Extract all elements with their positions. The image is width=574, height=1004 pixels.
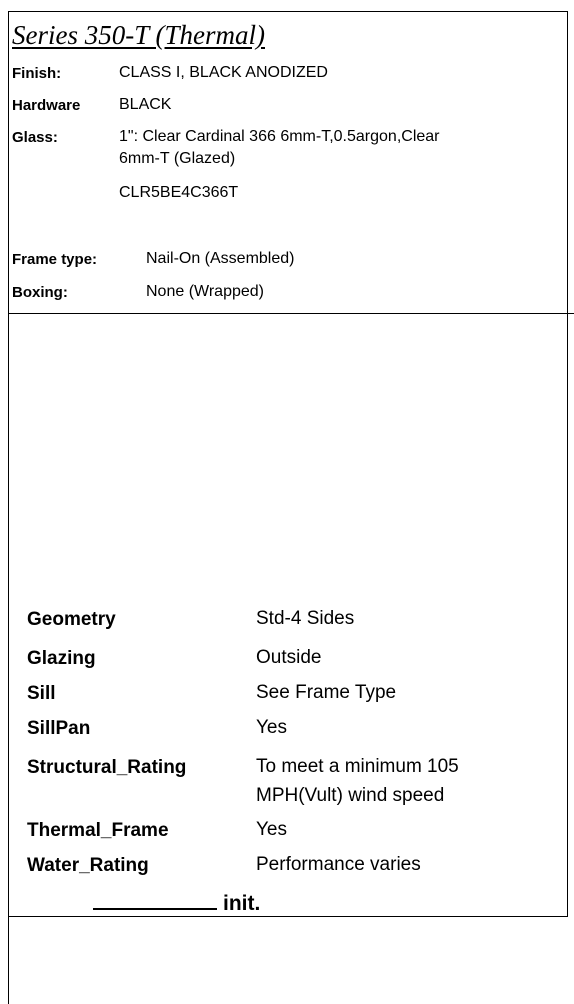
structural-rating-label: Structural_Rating: [27, 757, 187, 778]
thermal-frame-label: Thermal_Frame: [27, 820, 169, 841]
glass-code: CLR5BE4C366T: [119, 184, 239, 201]
series-title: Series 350-T (Thermal): [12, 20, 265, 50]
hardware-label: Hardware: [12, 97, 81, 114]
sill-label: Sill: [27, 683, 56, 704]
boxing-value: None (Wrapped): [146, 283, 264, 300]
glazing-value: Outside: [256, 647, 322, 668]
frame-type-label: Frame type:: [12, 251, 98, 268]
glass-value-line1: 1": Clear Cardinal 366 6mm-T,0.5argon,Clear: [119, 128, 440, 145]
geometry-value: Std-4 Sides: [256, 608, 355, 629]
sillpan-label: SillPan: [27, 718, 91, 739]
hardware-value: BLACK: [119, 96, 172, 113]
water-rating-value: Performance varies: [256, 854, 421, 875]
structural-rating-value-line2: MPH(Vult) wind speed: [256, 785, 445, 806]
lower-left-border: [8, 917, 9, 1004]
frame-type-value: Nail-On (Assembled): [146, 250, 295, 267]
water-rating-label: Water_Rating: [27, 855, 149, 876]
structural-rating-value-line1: To meet a minimum 105: [256, 756, 459, 777]
finish-value: CLASS I, BLACK ANODIZED: [119, 64, 328, 81]
sillpan-value: Yes: [256, 717, 287, 738]
initials-field[interactable]: [93, 892, 260, 916]
initials-label: init.: [223, 892, 261, 915]
boxing-label: Boxing:: [12, 284, 68, 301]
sill-value: See Frame Type: [256, 682, 397, 703]
glazing-label: Glazing: [27, 648, 96, 669]
thermal-frame-value: Yes: [256, 819, 287, 840]
section-divider: [9, 313, 574, 314]
glass-label: Glass:: [12, 129, 58, 146]
geometry-label: Geometry: [27, 609, 116, 630]
initials-blank-line[interactable]: [93, 907, 217, 910]
glass-value-line2: 6mm-T (Glazed): [119, 150, 236, 167]
finish-label: Finish:: [12, 65, 62, 82]
